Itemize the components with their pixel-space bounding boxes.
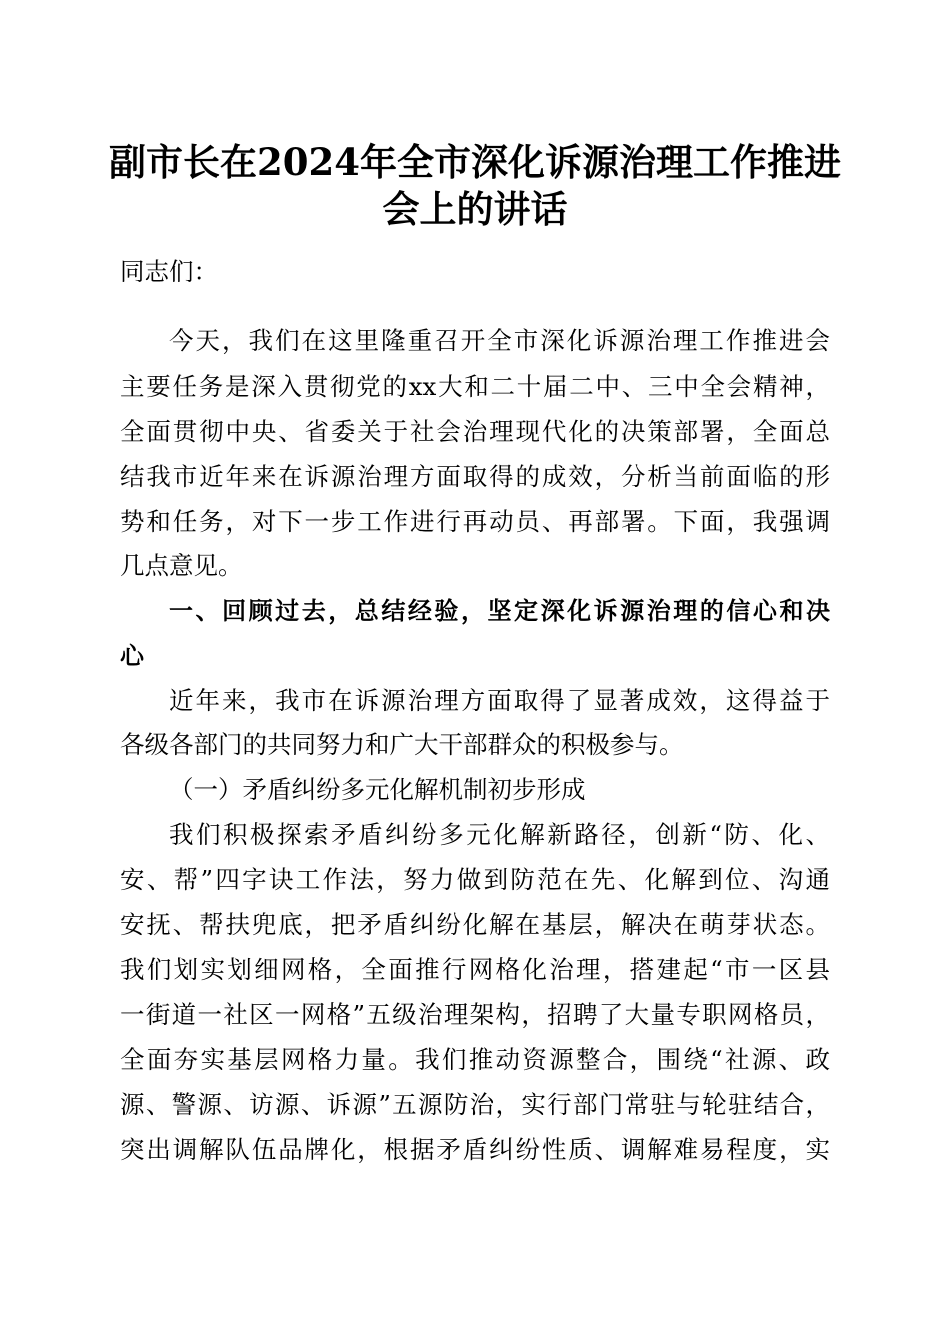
- salutation: 同志们：: [120, 257, 218, 286]
- intro-line: 全面贯彻中央、省委关于社会治理现代化的决策部署，全面总: [120, 417, 830, 446]
- section-intro-line: 近年来，我市在诉源治理方面取得了显著成效，这得益于: [169, 686, 830, 715]
- body-line: 我们积极探索矛盾纠纷多元化解新路径，创新“防、化、: [169, 820, 830, 849]
- intro-line: 结我市近年来在诉源治理方面取得的成效，分析当前面临的形: [120, 462, 830, 491]
- intro-line: 势和任务，对下一步工作进行再动员、再部署。下面，我强调: [120, 507, 830, 536]
- intro-line: 几点意见。: [120, 551, 243, 580]
- body-line: 全面夯实基层网格力量。我们推动资源整合，围绕“社源、政: [120, 1045, 830, 1074]
- body-line: 突出调解队伍品牌化，根据矛盾纠纷性质、调解难易程度，实: [120, 1135, 830, 1164]
- body-line: 安抚、帮扶兜底，把矛盾纠纷化解在基层，解决在萌芽状态。: [120, 910, 830, 939]
- intro-line: 主要任务是深入贯彻党的xx大和二十届二中、三中全会精神，: [120, 372, 830, 401]
- section-heading: 心: [120, 642, 144, 670]
- subsection-heading: （一）矛盾纠纷多元化解机制初步形成: [169, 775, 586, 804]
- section-heading: 一、回顾过去，总结经验，坚定深化诉源治理的信心和决: [169, 597, 830, 625]
- body-line: 源、警源、访源、诉源”五源防治，实行部门常驻与轮驻结合，: [120, 1090, 830, 1119]
- document-title-line-2: 会上的讲话: [382, 187, 568, 231]
- body-line: 我们划实划细网格，全面推行网格化治理，搭建起“市一区县: [120, 955, 830, 984]
- intro-line: 今天，我们在这里隆重召开全市深化诉源治理工作推进会: [169, 326, 830, 355]
- document-title-line-1: 副市长在2024年全市深化诉源治理工作推进: [109, 140, 841, 184]
- body-line: 安、帮”四字诀工作法，努力做到防范在先、化解到位、沟通: [120, 865, 830, 894]
- body-line: 一街道一社区一网格”五级治理架构，招聘了大量专职网格员，: [120, 1000, 830, 1029]
- section-intro-line: 各级各部门的共同努力和广大干部群众的积极参与。: [120, 730, 684, 759]
